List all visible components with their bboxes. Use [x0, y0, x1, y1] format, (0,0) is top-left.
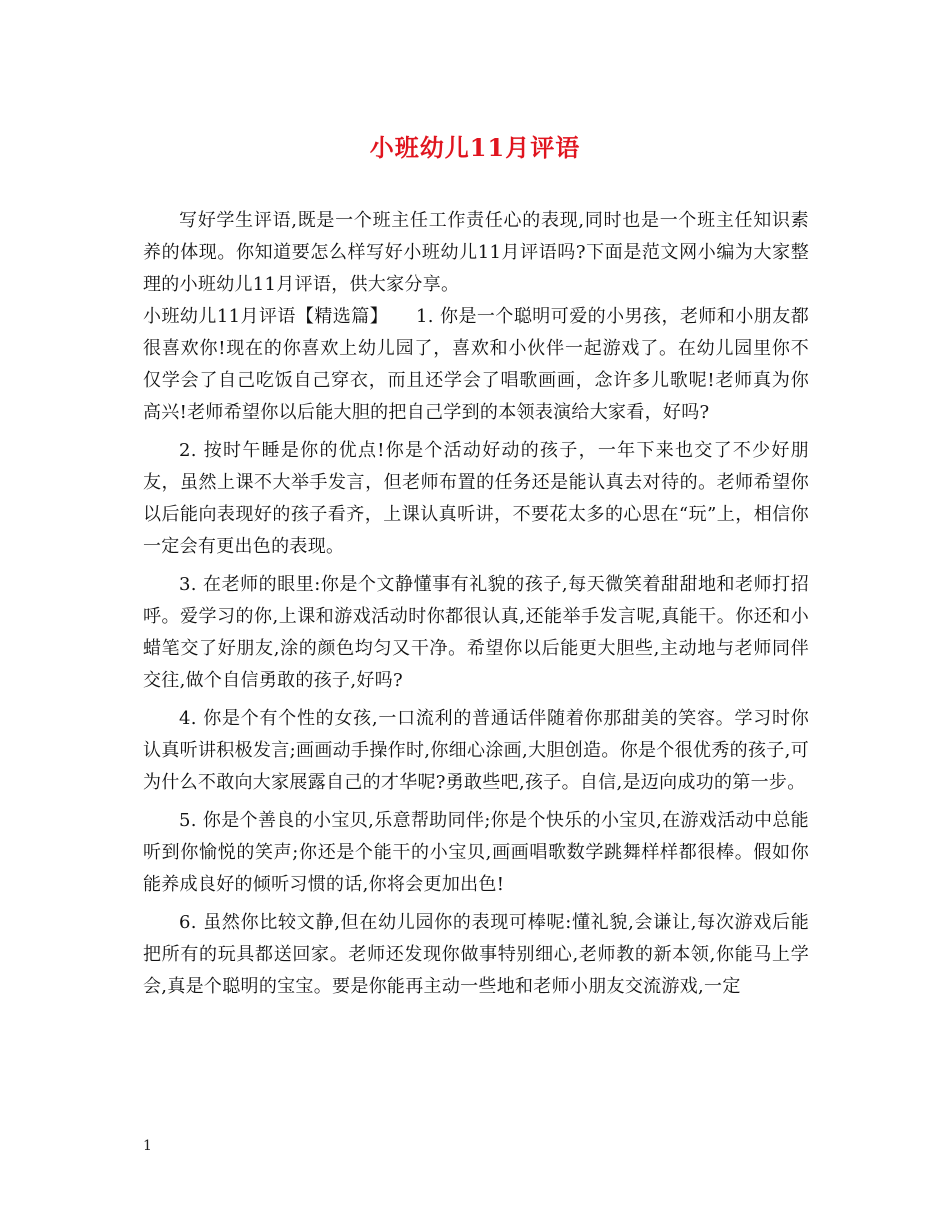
comment-paragraph-1: 小班幼儿11月评语【精选篇】 1. 你是一个聪明可爱的小男孩，老师和小朋友都很喜欢你!现在的你喜欢上幼儿园了，喜欢和小伙伴一起游戏了。在幼儿园里你不仅学会了自己吃饭自己穿衣，而且还学会了唱歌画画，念许多儿歌呢!老师真为你高兴!老师希望你以后能大胆的把自己学到的本领表演给大家看，好吗?	[143, 306, 809, 423]
comment-paragraph-6: 6. 虽然你比较文静,但在幼儿园你的表现可棒呢:懂礼貌,会谦让,每次游戏后能把所有的玩具都送回家。老师还发现你做事特别细心,老师教的新本领,你能马上学会,真是个聪明的宝宝。要是你能再主动一些地和老师小朋友交流游戏,一定	[143, 912, 809, 997]
comment-paragraph-2: 2. 按时午睡是你的优点!你是个活动好动的孩子，一年下来也交了不少好朋友，虽然上课不大举手发言，但老师布置的任务还是能认真去对待的。老师希望你以后能向表现好的孩子看齐，上课认真听讲，不要花太多的心思在“玩”上，相信你一定会有更出色的表现。	[143, 440, 809, 557]
comment-paragraph-5: 5. 你是个善良的小宝贝,乐意帮助同伴;你是个快乐的小宝贝,在游戏活动中总能听到你愉悦的笑声;你还是个能干的小宝贝,画画唱歌数学跳舞样样都很棒。假如你能养成良好的倾听习惯的话,你将会更加出色!	[143, 810, 809, 895]
document-title: 小班幼儿11月评语	[369, 133, 581, 162]
comment-paragraph-4: 4. 你是个有个性的女孩,一口流利的普通话伴随着你那甜美的笑容。学习时你认真听讲积极发言;画画动手操作时,你细心涂画,大胆创造。你是个很优秀的孩子,可为什么不敢向大家展露自己的才华呢?勇敢些吧,孩子。自信,是迈向成功的第一步。	[143, 708, 809, 793]
intro-paragraph: 写好学生评语,既是一个班主任工作责任心的表现,同时也是一个班主任知识素养的体现。你知道要怎么样写好小班幼儿11月评语吗?下面是范文网小编为大家整理的小班幼儿11月评语，供大家分享。	[143, 210, 809, 295]
comment-paragraph-3: 3. 在老师的眼里:你是个文静懂事有礼貌的孩子,每天微笑着甜甜地和老师打招呼。爱学习的你,上课和游戏活动时你都很认真,还能举手发言呢,真能干。你还和小蜡笔交了好朋友,涂的颜色均匀又干净。希望你以后能更大胆些,主动地与老师同伴交往,做个自信勇敢的孩子,好吗?	[143, 574, 809, 691]
page-number: 1	[143, 1138, 152, 1154]
document-body	[143, 205, 809, 1003]
